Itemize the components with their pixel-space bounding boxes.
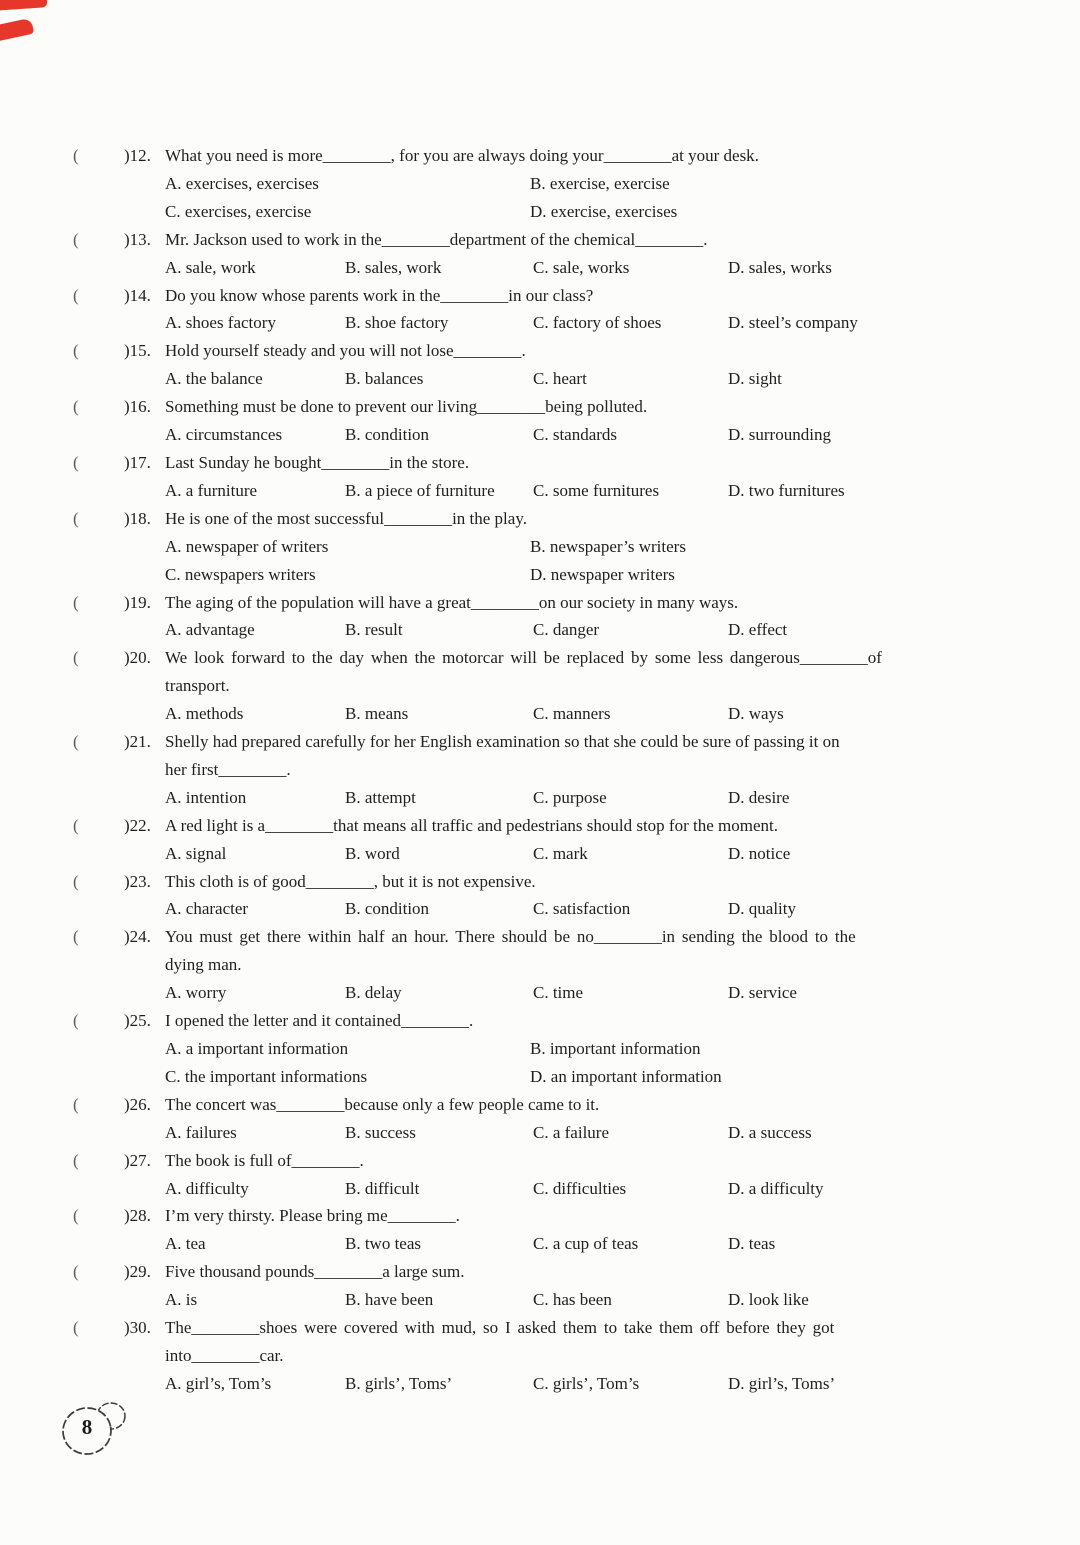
question-text: Something must be done to prevent our living________being polluted. (165, 397, 648, 417)
option: C. girls’, Tom’s (533, 1373, 640, 1393)
option: D. quality (728, 899, 796, 919)
option: A. methods (165, 704, 244, 724)
option: D. a success (728, 1122, 812, 1142)
question-text: He is one of the most successful________in the play. (165, 508, 527, 528)
question-number: )20. (124, 648, 151, 668)
red-stroke-icon (0, 18, 34, 42)
answer-bracket-open: ( (73, 285, 79, 305)
option: A. advantage (165, 620, 255, 640)
option: A. difficulty (165, 1178, 249, 1198)
option: D. steel’s company (728, 313, 858, 333)
option: B. girls’, Toms’ (345, 1373, 453, 1393)
answer-bracket-open: ( (73, 927, 79, 947)
option: A. a important information (165, 1039, 349, 1058)
option: C. purpose (533, 787, 607, 807)
answer-bracket-open: ( (73, 648, 79, 668)
option: C. manners (533, 704, 611, 724)
option: D. two furnitures (728, 480, 845, 500)
question-block (0, 644, 1080, 728)
option: B. condition (345, 425, 430, 445)
answer-bracket-open: ( (73, 1150, 79, 1170)
option: C. a failure (533, 1122, 609, 1142)
question-text: What you need is more________, for you are always doing your________at your desk. (165, 146, 759, 165)
options-row (0, 1230, 1080, 1258)
question-text: The aging of the population will have a great________on our society in many ways. (165, 592, 739, 612)
option: C. danger (533, 620, 600, 640)
option: D. teas (728, 1234, 776, 1254)
question-number: )22. (124, 815, 151, 835)
option: A. is (165, 1290, 198, 1310)
option: D. ways (728, 704, 784, 724)
question-block (0, 337, 1080, 393)
question-block (0, 868, 1080, 924)
question-block (0, 1202, 1080, 1258)
options-row (0, 170, 1080, 226)
option: D. surrounding (728, 425, 831, 445)
question-block (0, 393, 1080, 449)
question-text: The book is full of________. (165, 1150, 364, 1170)
option: B. exercise, exercise (530, 173, 670, 193)
options-row (0, 1286, 1080, 1314)
answer-bracket-open: ( (73, 508, 79, 528)
question-block (0, 589, 1080, 645)
question-block (0, 1258, 1080, 1314)
question-text: Shelly had prepared carefully for her English examination so that she could be sure of passing it on (165, 732, 840, 752)
question-number: )17. (124, 452, 151, 472)
page-number: 8 (81, 1415, 93, 1439)
question-block (0, 728, 1080, 812)
answer-bracket-open: ( (73, 146, 79, 165)
option: A. girl’s, Tom’s (165, 1373, 272, 1393)
question-number: )16. (124, 397, 151, 417)
option: D. desire (728, 787, 790, 807)
option: A. failures (165, 1122, 237, 1142)
question-text: The________shoes were covered with mud, so I asked them to take them off before they got (165, 1318, 835, 1338)
question-text: I opened the letter and it contained________. (165, 1011, 474, 1031)
options-row (0, 309, 1080, 337)
question-number: )14. (124, 285, 151, 305)
option: C. a cup of teas (533, 1234, 639, 1254)
question-block (0, 812, 1080, 868)
options-row (0, 477, 1080, 505)
option: B. sales, work (345, 257, 442, 277)
answer-bracket-open: ( (73, 1318, 79, 1338)
option: C. exercises, exercise (165, 201, 312, 221)
question-text-continued: into________car. (165, 1345, 284, 1365)
option: D. notice (728, 843, 791, 863)
question-block (0, 1091, 1080, 1147)
options-row (0, 254, 1080, 282)
options-row (0, 616, 1080, 644)
option: C. newspapers writers (165, 564, 316, 584)
options-row (0, 1175, 1080, 1203)
option: C. the important informations (165, 1066, 368, 1086)
question-block (0, 142, 1080, 226)
option: C. has been (533, 1290, 612, 1310)
options-row (0, 533, 1080, 589)
option: C. mark (533, 843, 588, 863)
option: C. difficulties (533, 1178, 627, 1198)
question-text: Do you know whose parents work in the________in our class? (165, 285, 594, 305)
question-number: )30. (124, 1318, 151, 1338)
option: A. worry (165, 983, 227, 1003)
question-number: )24. (124, 927, 151, 947)
option: B. means (345, 704, 409, 724)
option: B. shoe factory (345, 313, 449, 333)
options-row (0, 421, 1080, 449)
options-row (0, 700, 1080, 728)
question-text: Hold yourself steady and you will not lose________. (165, 341, 526, 361)
answer-bracket-open: ( (73, 871, 79, 891)
option: D. exercise, exercises (530, 201, 678, 221)
option: B. newspaper’s writers (530, 536, 686, 556)
answer-bracket-open: ( (73, 397, 79, 417)
answer-bracket-open: ( (73, 452, 79, 472)
option: A. newspaper of writers (165, 536, 329, 556)
question-block (0, 282, 1080, 338)
options-row (0, 365, 1080, 393)
question-block (0, 1314, 1080, 1398)
answer-bracket-open: ( (73, 1206, 79, 1226)
option: D. effect (728, 620, 788, 640)
option: A. sale, work (165, 257, 256, 277)
option: A. shoes factory (165, 313, 276, 333)
option: C. some furnitures (533, 480, 660, 500)
question-number: )13. (124, 229, 151, 249)
option: B. attempt (345, 787, 416, 807)
option: A. exercises, exercises (165, 173, 319, 193)
question-text: The concert was________because only a few people came to it. (165, 1094, 600, 1114)
option: B. a piece of furniture (345, 480, 495, 500)
option: A. the balance (165, 369, 263, 389)
question-text-continued: her first________. (165, 759, 291, 779)
question-number: )23. (124, 871, 151, 891)
question-block (0, 923, 1080, 1007)
option: A. a furniture (165, 480, 258, 500)
option: B. success (345, 1122, 416, 1142)
options-row (0, 784, 1080, 812)
option: B. condition (345, 899, 430, 919)
question-number: )26. (124, 1094, 151, 1114)
question-text-continued: transport. (165, 676, 230, 696)
option: B. two teas (345, 1234, 422, 1254)
option: B. important information (530, 1039, 701, 1058)
option: C. factory of shoes (533, 313, 662, 333)
question-block (0, 226, 1080, 282)
answer-bracket-open: ( (73, 229, 79, 249)
question-text: Mr. Jackson used to work in the________department of the chemical________. (165, 229, 708, 249)
options-row (0, 840, 1080, 868)
options-row (0, 1035, 1080, 1091)
question-text: Five thousand pounds________a large sum. (165, 1262, 465, 1282)
option: A. signal (165, 843, 227, 863)
option: A. intention (165, 787, 247, 807)
answer-bracket-open: ( (73, 1011, 79, 1031)
answer-bracket-open: ( (73, 732, 79, 752)
options-row (0, 1370, 1080, 1398)
option: D. look like (728, 1290, 809, 1310)
option: B. have been (345, 1290, 434, 1310)
answer-bracket-open: ( (73, 592, 79, 612)
page-number-badge (60, 1401, 138, 1461)
question-block (0, 1147, 1080, 1203)
option: B. balances (345, 369, 424, 389)
question-number: )25. (124, 1011, 151, 1031)
question-number: )18. (124, 508, 151, 528)
options-row (0, 979, 1080, 1007)
options-row (0, 1119, 1080, 1147)
question-list (0, 142, 1080, 1398)
option: B. word (345, 843, 400, 863)
question-number: )15. (124, 341, 151, 361)
option: C. sale, works (533, 257, 630, 277)
option: C. satisfaction (533, 899, 631, 919)
question-number: )29. (124, 1262, 151, 1282)
question-text: We look forward to the day when the motorcar will be replaced by some less dangerous________of (165, 648, 882, 668)
option: C. heart (533, 369, 587, 389)
question-text: A red light is a________that means all traffic and pedestrians should stop for the moment. (165, 815, 778, 835)
question-block (0, 505, 1080, 589)
question-text: This cloth is of good________, but it is not expensive. (165, 871, 536, 891)
question-text: I’m very thirsty. Please bring me________. (165, 1206, 460, 1226)
question-number: )28. (124, 1206, 151, 1226)
option: A. character (165, 899, 249, 919)
question-block (0, 1007, 1080, 1091)
red-corner-mark (0, 0, 70, 60)
question-number: )19. (124, 592, 151, 612)
options-row (0, 895, 1080, 923)
option: A. tea (165, 1234, 206, 1254)
answer-bracket-open: ( (73, 1262, 79, 1282)
option: B. result (345, 620, 403, 640)
option: B. difficult (345, 1178, 420, 1198)
option: A. circumstances (165, 425, 283, 445)
question-text: Last Sunday he bought________in the store. (165, 452, 470, 472)
option: D. sales, works (728, 257, 832, 277)
question-block (0, 449, 1080, 505)
question-number: )12. (124, 146, 151, 165)
answer-bracket-open: ( (73, 815, 79, 835)
option: D. a difficulty (728, 1178, 824, 1198)
answer-bracket-open: ( (73, 1094, 79, 1114)
option: D. an important information (530, 1066, 722, 1086)
question-text-continued: dying man. (165, 955, 242, 975)
answer-bracket-open: ( (73, 341, 79, 361)
red-stroke-icon (0, 0, 47, 11)
option: C. standards (533, 425, 618, 445)
question-number: )27. (124, 1150, 151, 1170)
option: C. time (533, 983, 584, 1003)
option: D. service (728, 983, 797, 1003)
option: D. newspaper writers (530, 564, 675, 584)
option: D. sight (728, 369, 782, 389)
question-number: )21. (124, 732, 151, 752)
option: B. delay (345, 983, 402, 1003)
option: D. girl’s, Toms’ (728, 1373, 836, 1393)
question-text: You must get there within half an hour. There should be no________in sending the blood to the (165, 927, 856, 947)
